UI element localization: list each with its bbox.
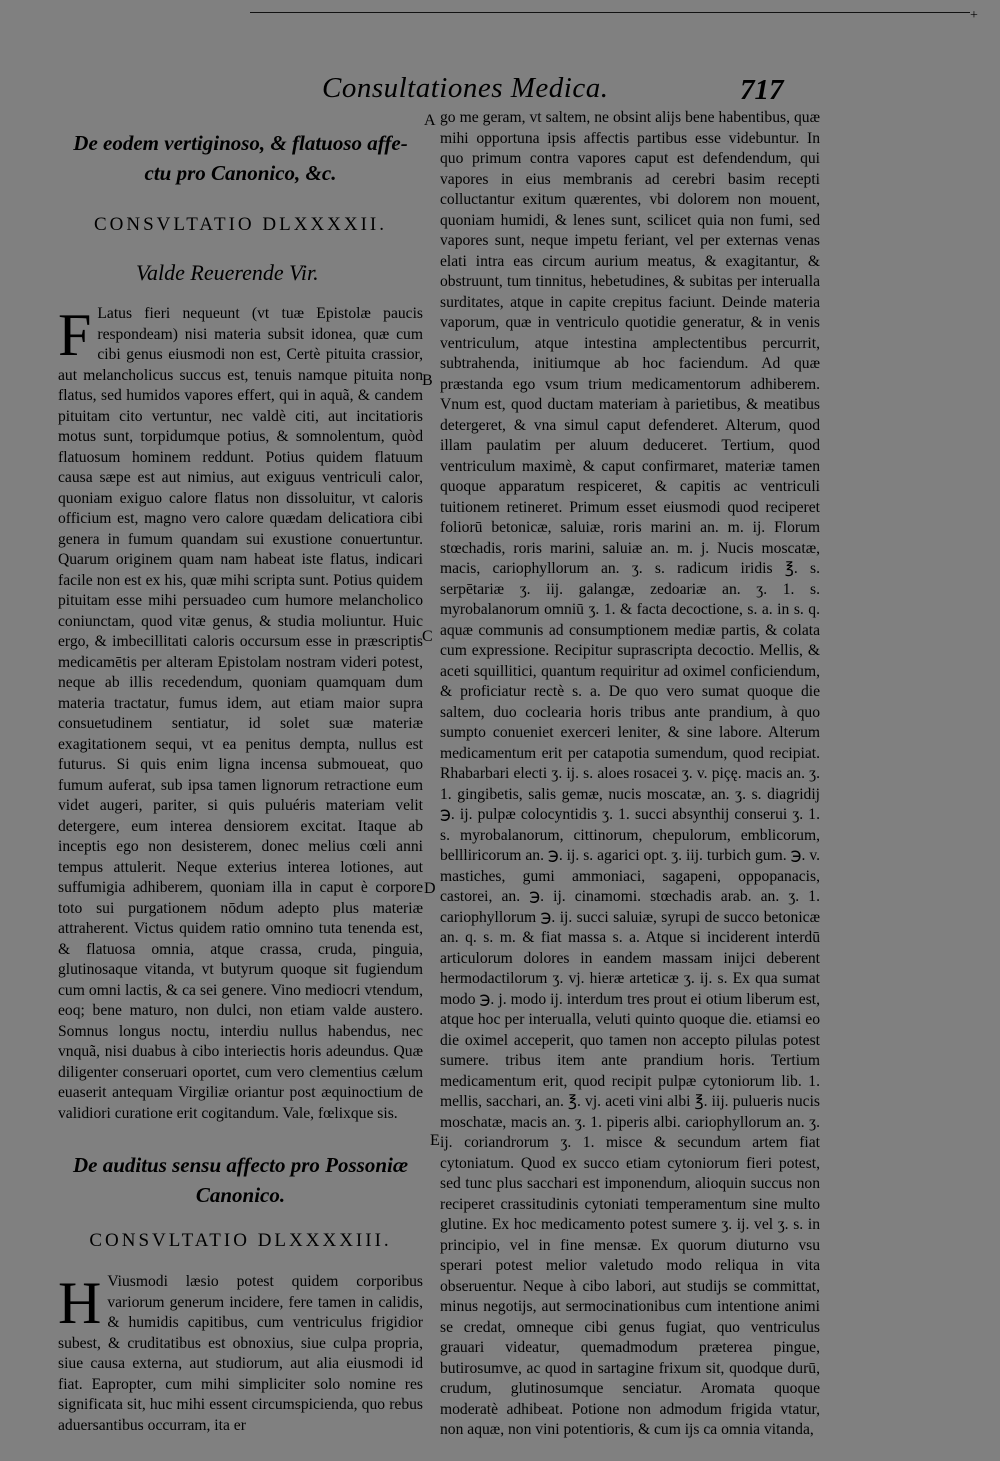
top-rule (250, 12, 970, 13)
body-paragraph-2 (58, 1272, 423, 1436)
page-number: 717 (740, 74, 784, 106)
top-mark: + (970, 8, 978, 23)
margin-letter-a: A (424, 112, 436, 129)
margin-letter-b: B (422, 372, 433, 389)
body-text-1: Latus fieri nequeunt (vt tuæ Epistolæ paucis respondeam) nisi materia subsit idonea, quæ cum cibi genus eiusmodi non est, Certè pituita crassior, aut melancholicus succus est, tenuis namque pituita non flatus, sed humidos vapores effert, qui in aquã, & candem pituitam cito vertuntur, nec valdè citi, aut incitatioris motus sunt, torpidumque potius, & somnolentum, quòd flatuosum hominem reddunt. Potius quidem flatuum causa sæpe est aut nimius, aut exiguus ventriculi calor, quoniam exiguo calore flatus non dissoluitur, vt caloris officium est, magno vero calore quædam delicatiora cibi genera in fumum quandam sui exustione conuertuntur. Quarum originem quam nam habeat iste flatus, indicari facile non est ex his, quæ mihi scripta sunt. Potius quidem pituitam esse mihi persuadeo cum humore melancholico coniunctam, quod vitæ genus, & studia moliuntur. Huic ergo, & imbecillitati caloris occursum esse in præscriptis medicamētis per alteram Epistolam nostram videri potest, neque ab illis recedendum, quoniam quamquam dum materia tractatur, fumus idem, aut etiam maior supra consuetudinem sentiatur, id solet suæ materiæ exagitationem sequi, vt ea penitus dempta, nullus est futurus. Si quis enim ligna incensa submoueat, quo fumum auferat, sub ipsa tamen lignorum retractione eum videt augeri, pariter, si quis puluéris materiam velit detergere, eum interea densiorem excitat. Itaque ab inceptis ego non desisterem, donec melius cœli anni tempus attulerit. Neque exterius interea lotiones, aut suffumigia adhiberem, quoniam illa in caput è corpore toto sui purgationem nōdum adepto plus materiæ attraherent. Victus quidem ratio omnino tuta tenenda est, & flatuosa omnia, atque crassa, cruda, pinguia, glutinosaque vitanda, vt butyrum quoque sit fugiendum cum omni lactis, & ca sei genere. Vino mediocri vtendum, eoq; bene maturo, non dulci, non etiam valde austero. Somnus longus noctu, interdiu nullus habendus, nec vnquã, nisi duabus à cibo interiectis horis adeundus. Quæ diligenter conseruari oportet, cum vero clementius cælum euaserit antequam Virgiliæ oriantur post æquinoctium de validiori curatione erit cogitandum. Vale, fœlixque sis. (58, 305, 423, 1122)
consultatio-heading-1: CONSVLTATIO DLXXXXII. (94, 214, 387, 235)
dropcap-1: F (58, 302, 92, 368)
salutation: Valde Reuerende Vir. (136, 260, 319, 285)
body-text-2: Viusmodi læsio potest quidem corporibus variorum generum incidere, fere tamen in calidis, & humidis capitibus, cum ventriculus frigidior subest, & cruditatibus est obnoxius, siue culpa propria, siue causa externa, aut studiorum, aut alia eiusmodi id fiat. Eapropter, cum mihi simpliciter solo nomine res significata sit, huc mihi essent circumspicienda, quo rebus aduersantibus occurram, ita er (58, 1273, 423, 1434)
section-title-1: De eodem vertiginoso, & flatuoso affe- ctu pro Canonico, &c. (73, 131, 408, 185)
running-head: Consultationes Medica. (322, 72, 609, 104)
margin-letter-c: C (422, 628, 433, 645)
consultatio-heading-2: CONSVLTATIO DLXXXXIII. (89, 1230, 392, 1251)
margin-letter-d: D (424, 880, 436, 897)
right-body-paragraph: go me geram, vt saltem, ne obsint alijs bene habentibus, quæ mihi opportuna ipsis affectis partibus esse videbuntur. In quo primum contra vapores caput est defendendum, qui vapores in eius membranis ad cerebri basim recepti colluctantur exitum quærentes, vbi dolorem non mouent, quoniam humidi, & lenes sunt, scilicet quia non fumi, sed vapores sunt, neque impetu feriant, vel per externas venas elati intra eas circum aurium meatus, & exagitantur, & obstruunt, tum tinnitus, hebetudines, & subitas per interualla surditates, atque in capite crepitus faciunt. Deinde materia vaporum, quæ in ventriculo quotidie generatur, & in venis ventriculum, atque intestina amplectentibus percurrit, subtrahenda, initiumque ab hoc faciendum. Ad quæ præstanda ego vsum trium medicamentorum adhiberem. Vnum est, quod ductam materiam à parietibus, & meatibus detergeret, & vna simul caput defenderet. Alterum, quod illam paulatim per aluum deduceret. Tertium, quod ventriculum maximè, & caput confirmaret, materiæ tamen quoque apparatum respiceret, & capitis ac ventriculi tuitionem retineret. Primum esset eiusmodi quod reciperet foliorū betonicæ, saluiæ, roris marini an. m. ij. Florum stœchadis, roris marini, saluiæ an. m. j. Nucis moscatæ, macis, cariophyllorum an. ʒ. s. radicum iridis ℥. s. serpētariæ ʒ. iij. galangæ, zedoariæ an. ʒ. 1. s. myrobalanorum omniū ʒ. 1. & facta decoctione, s. a. in s. q. aquæ communis ad consumptionem mediæ partis, & colata cum expressione. Recipitur suprascripta decoctio. Mellis, & aceti squillitici, quantum requiritur ad oximel conficiendum, & proficiatur rectè s. a. De quo vero sumat quoque die saltem, duo coclearia horis tribus ante prandium, à quo sumpto conueniet exerceri leniter, & sine labore. Alterum medicamentum erit per catapotia sumendum, quod recipiat. Rhabarbari electi ʒ. ij. s. aloes rosacei ʒ. v. piçę. macis an. ʒ. 1. gingibetis, salis gemæ, nucis moscatæ, an. ʒ. s. diagridij ℈. ij. pulpæ colocyntidis ʒ. 1. succi absynthij conserui ʒ. 1. s. myrobalanorum, cittinorum, chepulorum, emblicorum, bellliricorum an. ℈. ij. s. agarici opt. ʒ. iij. turbich gum. ℈. v. mastiches, gumi ammoniaci, sagapeni, oppopanacis, castorei, an. ℈. ij. cinamomi. stœchadis arab. an. ʒ. 1. cariophyllorum ℈. ij. succi saluiæ, syrupi de succo betonicæ an. q. s. m. & fiat massa s. a. Atque si inciderent interdū articulorum dolores in eandem massam inijci deberent hermodactilorum ʒ. vj. hieræ arteticæ ʒ. ij. s. Ex qua sumat modo ℈. j. modo ij. interdum tres prout ei otium liberum est, atque hoc per interualla, veluti quinto quoque die. etiamsi eo die oximel acceperit, quo tamen non accepto pilulas potest sumere. tribus item ante prandium horis. Tertium medicamentum erit, quod recipit pulpæ cytoniorum lib. 1. mellis, sacchari, an. ℥. vj. aceti vini albi ℥. iij. pulueris nucis moschatæ, macis an. ʒ. 1. piperis albi. cariophyllorum an. ʒ. ij. coriandrorum ʒ. 1. misce & secundum artem fiat cytoniatum. Quod ex succo etiam cytoniorum fieri potest, sed tunc plus sacchari est imponendum, alioquin succus non reciperet crassitudinis cytoniati temperamentum sine multo glutine. Ex hoc medicamento potest sumere ʒ. ij. vel ʒ. s. in principio, vel in fine mensæ. Ex quorum diuturno vsu sperari potest melior valetudo modo reliqua in vita obseruentur. Neque à cibo labori, aut studijs se committat, minus negotijs, aut sermocinationibus cum intentione animi se credat, omneque cibi genus fugiat, quo ventriculus grauari videatur, quemadmodum præterea pingue, butirosumve, ac quod in sartagine frixum sit, quodque durū, crudum, glutinosumque senciatur. Aromata quoque moderatè adhibeat. Potione non admodum frigida vtatur, non aquæ, non vini potentioris, & cum ijs ca omnia vitanda, (440, 109, 820, 1438)
right-column (440, 108, 820, 1441)
left-column (58, 108, 423, 1436)
dropcap-2: H (58, 1270, 102, 1336)
section-title-2: De auditus sensu affecto pro Possoniæ Canonico. (72, 1153, 409, 1207)
margin-letter-e: E (430, 1132, 440, 1149)
body-paragraph-1 (58, 304, 423, 1124)
